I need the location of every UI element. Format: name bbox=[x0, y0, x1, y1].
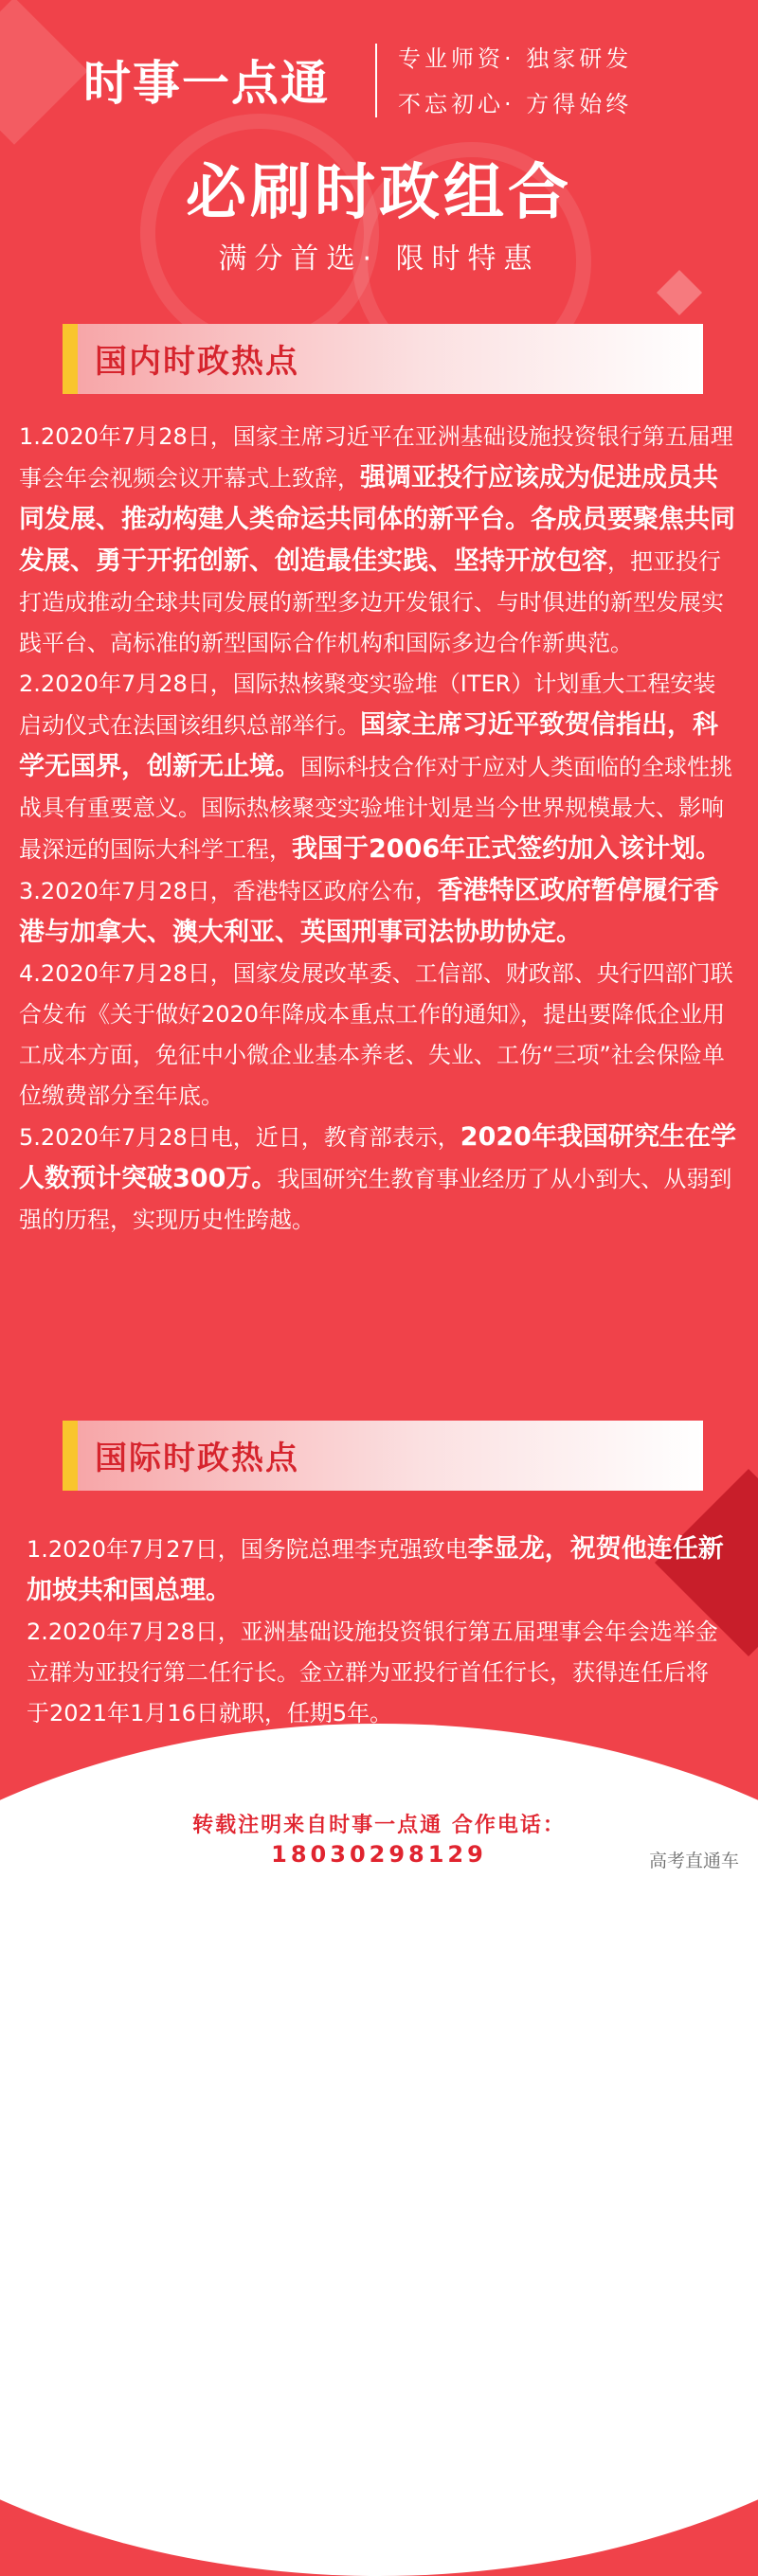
news-text: 1.2020年7月27日，国务院总理李克强致电 bbox=[27, 1536, 468, 1563]
section-heading-domestic bbox=[63, 324, 703, 394]
decorative-triangle-left bbox=[0, 0, 88, 145]
news-text: 国际科技合作对于应对人类面临的全球性挑战具有重要意义。国际热核聚变实验堆计划是当今世界规模最大、影响最深远的国际大科学工程， bbox=[19, 754, 732, 863]
news-item bbox=[19, 417, 737, 664]
slogan-line-2: 不忘初心· 方得始终 bbox=[398, 91, 633, 117]
footer-reprint-note: 转载注明来自时事一点通 合作电话： bbox=[192, 1814, 566, 1837]
news-text: 1.2020年7月28日，国家主席习近平在亚洲基础设施投资银行第五届理事会年会视频会议开幕式上致辞， bbox=[19, 423, 733, 492]
footer-phone: 18030298129 bbox=[271, 1841, 487, 1868]
watermark: 高考直通车 bbox=[648, 1851, 739, 1871]
header bbox=[83, 38, 709, 123]
news-highlight: 强调亚投行应该成为促进成员共同发展、推动构建人类命运共同体的新平台。各成员要聚焦共同发展、勇于开拓创新、创造最佳实践、坚持开放包容 bbox=[19, 463, 735, 576]
decorative-diamond bbox=[657, 270, 702, 315]
domestic-news-list bbox=[19, 417, 737, 1241]
news-highlight: 国家主席习近平致贺信指出，科学无国界，创新无止境。 bbox=[19, 710, 718, 781]
news-highlight: 我国于2006年正式签约加入该计划。 bbox=[292, 834, 722, 864]
news-text: 2.2020年7月28日，国际热核聚变实验堆（ITER）计划重大工程安装启动仪式在法国该组织总部举行。 bbox=[19, 671, 716, 739]
page-title: 必刷时政组合 bbox=[186, 158, 572, 228]
news-text: 5.2020年7月28日电，近日，教育部表示， bbox=[19, 1124, 460, 1151]
news-text: 4.2020年7月28日，国家发展改革委、工信部、财政部、央行四部门联合发布《关于做好2020年降成本重点工作的通知》，提出要降低企业用工成本方面，免征中小微企业基本养老、失业、工伤“三项”社会保险单位缴费部分至年底。 bbox=[19, 960, 733, 1109]
section-accent-bar bbox=[63, 324, 78, 394]
brand-name: 时事一点通 bbox=[83, 56, 330, 111]
news-item bbox=[19, 954, 737, 1117]
section-heading-label: 国内时政热点 bbox=[95, 343, 299, 381]
news-highlight: 香港特区政府暂停履行香港与加拿大、澳大利亚、英国刑事司法协助协定。 bbox=[19, 876, 719, 947]
international-news-list bbox=[27, 1529, 724, 1734]
page-subtitle: 满分首选· 限时特惠 bbox=[218, 242, 540, 276]
news-text: 我国研究生教育事业经历了从小到大、从弱到强的历程，实现历史性跨越。 bbox=[19, 1166, 732, 1233]
section-heading-international bbox=[63, 1421, 703, 1491]
news-highlight: 李显龙，祝贺他连任新加坡共和国总理。 bbox=[27, 1534, 724, 1605]
news-item bbox=[19, 870, 737, 954]
news-item bbox=[27, 1612, 724, 1734]
news-text: 3.2020年7月28日，香港特区政府公布， bbox=[19, 878, 438, 904]
news-item bbox=[27, 1529, 724, 1612]
news-highlight: 2020年我国研究生在学人数预计突破300万。 bbox=[19, 1122, 736, 1193]
section-heading-label: 国际时政热点 bbox=[95, 1440, 299, 1477]
news-item bbox=[19, 1117, 737, 1241]
slogan-line-1: 专业师资· 独家研发 bbox=[398, 45, 633, 72]
news-item bbox=[19, 664, 737, 870]
header-divider bbox=[375, 44, 377, 117]
section-accent-bar bbox=[63, 1421, 78, 1491]
news-text: ，把亚投行打造成推动全球共同发展的新型多边开发银行、与时俱进的新型发展实践平台、高标准的新型国际合作机构和国际多边合作新典范。 bbox=[19, 548, 724, 656]
news-text: 2.2020年7月28日，亚洲基础设施投资银行第五届理事会年会选举金立群为亚投行第二任行长。金立群为亚投行首任行长，获得连任后将于2021年1月16日就职，任期5年。 bbox=[27, 1619, 718, 1726]
